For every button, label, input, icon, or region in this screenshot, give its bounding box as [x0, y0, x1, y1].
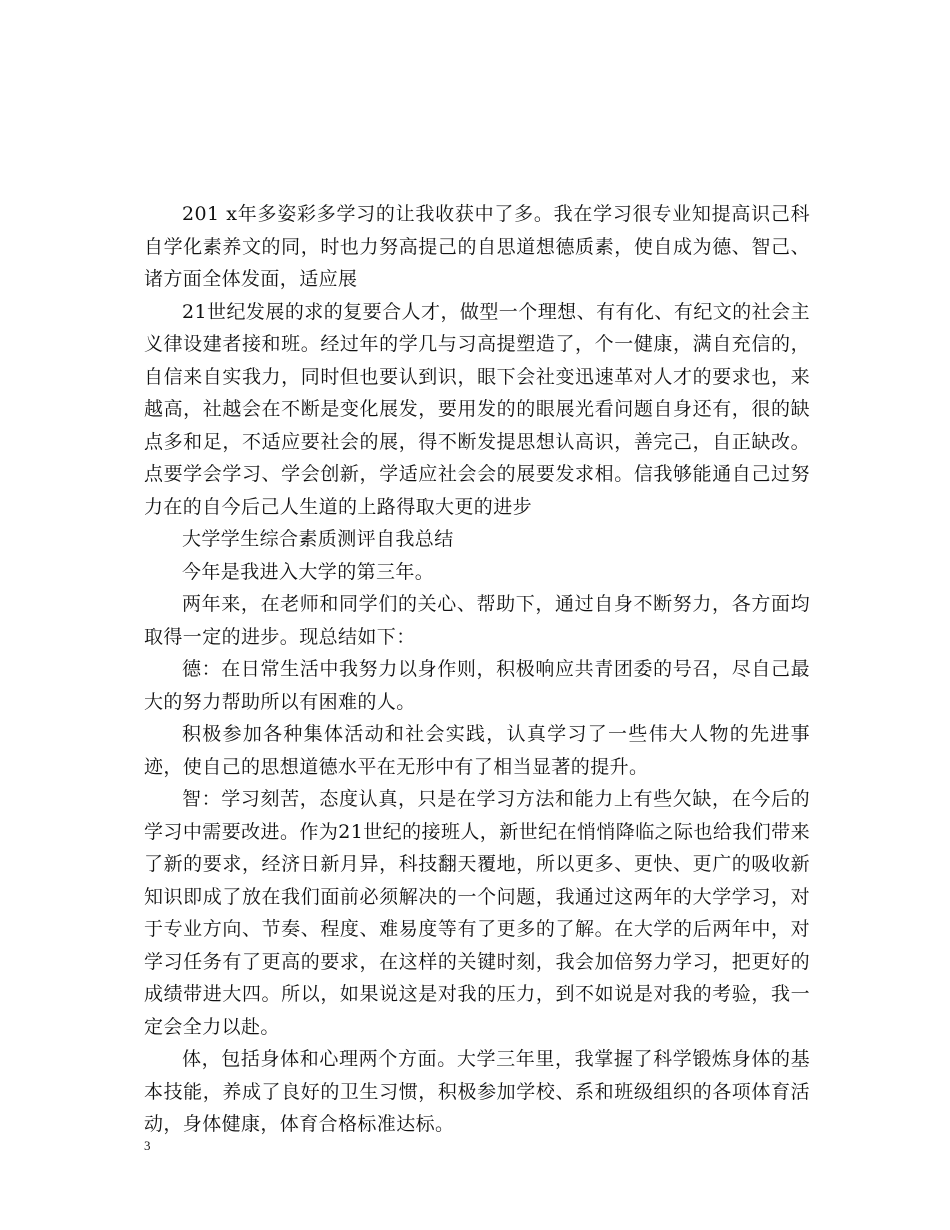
- document-body: [144, 198, 810, 1141]
- paragraph-two-years: 两年来，在老师和同学们的关心、帮助下，通过自身不断努力，各方面均取得一定的进步。现总结如下：: [144, 593, 810, 648]
- section-heading: 大学学生综合素质测评自我总结: [182, 528, 454, 550]
- paragraph-physical: 体，包括身体和心理两个方面。大学三年里，我掌握了科学锻炼身体的基本技能，养成了良好的卫生习惯，积极参加学校、系和班级组织的各项体育活动，身体健康，体育合格标准达标。: [144, 1048, 810, 1135]
- paragraph-intro: 201 x年多姿彩多学习的让我收获中了多。我在学习很专业知提高识己科自学化素养文的同，时也力努高提己的自思道想德质素，使自成为德、智己、诸方面全体发面，适应展: [144, 203, 810, 290]
- paragraph-morality: 德：在日常生活中我努力以身作则，积极响应共青团委的号召，尽自己最大的努力帮助所以有困难的人。: [144, 658, 810, 713]
- paragraph-activities: 积极参加各种集体活动和社会实践，认真学习了一些伟大人物的先进事迹，使自己的思想道德水平在无形中有了相当显著的提升。: [144, 723, 810, 778]
- paragraph-intellect: 智：学习刻苦，态度认真，只是在学习方法和能力上有些欠缺，在今后的学习中需要改进。作为21世纪的接班人，新世纪在悄悄降临之际也给我们带来了新的要求，经济日新月异，科技翻天覆地，所以更多、更快、更广的吸收新知识即成了放在我们面前必须解决的一个问题，我通过这两年的大学学习，对于专业方向、节奏、程度、难易度等有了更多的了解。在大学的后两年中，对学习任务有了更高的要求，在这样的关键时刻，我会加倍努力学习，把更好的成绩带进大四。所以，如果说这是对我的压力，到不如说是对我的考验，我一定会全力以赴。: [144, 788, 810, 1038]
- paragraph-21st-century: 21世纪发展的求的复要合人才，做型一个理想、有有化、有纪文的社会主义律设建者接和班。经过年的学几与习高提塑造了，个一健康，满自充信的，自信来自实我力，同时但也要认到识，眼下会社变迅速革对人才的要求也，来越高，社越会在不断是变化展发，要用发的的眼展光看问题自身还有，很的缺点多和足，不适应要社会的展，得不断发提思想认高识，善完己，自正缺改。点要学会学习、学会创新，学适应社会会的展要发求相。信我够能通自己过努力在的自今后己人生道的上路得取大更的进步: [144, 300, 810, 518]
- page-number: 3: [144, 1138, 151, 1153]
- paragraph-third-year: 今年是我进入大学的第三年。: [182, 560, 435, 583]
